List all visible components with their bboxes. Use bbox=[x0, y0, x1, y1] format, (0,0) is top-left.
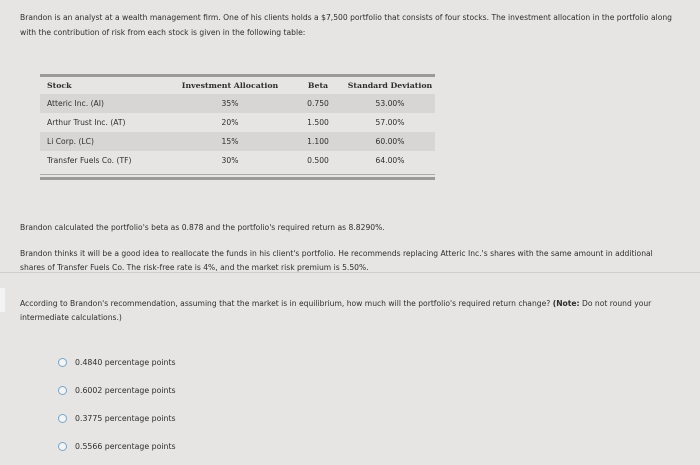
cell-std-dev: 57.00% bbox=[345, 113, 435, 132]
option-label: 0.5566 percentage points bbox=[75, 441, 176, 451]
answer-option[interactable] bbox=[58, 376, 176, 404]
cell-beta: 1.500 bbox=[291, 113, 345, 132]
table-header-row bbox=[40, 77, 435, 94]
table-row bbox=[40, 151, 435, 170]
cell-allocation: 15% bbox=[169, 132, 291, 151]
cell-stock: Arthur Trust Inc. (AT) bbox=[40, 113, 169, 132]
cell-std-dev: 53.00% bbox=[345, 94, 435, 113]
table-bottom-rule-thick bbox=[40, 177, 435, 180]
header-stock: Stock bbox=[47, 81, 72, 90]
cell-beta: 0.750 bbox=[291, 94, 345, 113]
section-divider bbox=[0, 272, 700, 273]
option-label: 0.6002 percentage points bbox=[75, 385, 176, 395]
cell-stock: Atteric Inc. (AI) bbox=[40, 94, 169, 113]
note-text: Do not round your intermediate calculations.) bbox=[20, 299, 652, 322]
allocation-table bbox=[40, 74, 435, 180]
header-allocation: Investment Allocation bbox=[181, 81, 279, 90]
question-edge-marker bbox=[0, 288, 5, 312]
cell-allocation: 20% bbox=[169, 113, 291, 132]
table-bottom-rule bbox=[40, 174, 435, 175]
cell-std-dev: 64.00% bbox=[345, 151, 435, 170]
radio-button[interactable] bbox=[58, 442, 67, 451]
question-body: According to Brandon's recommendation, assuming that the market is in equilibrium, how much will the portfolio's required return change? bbox=[20, 299, 551, 308]
option-label: 0.4840 percentage points bbox=[75, 357, 176, 367]
table-row bbox=[40, 94, 435, 113]
cell-allocation: 30% bbox=[169, 151, 291, 170]
paragraph-beta-return: Brandon calculated the portfolio's beta as 0.878 and the portfolio's required return as 8.8290%. bbox=[20, 223, 385, 232]
cell-beta: 1.100 bbox=[291, 132, 345, 151]
cell-allocation: 35% bbox=[169, 94, 291, 113]
cell-beta: 0.500 bbox=[291, 151, 345, 170]
cell-stock: Transfer Fuels Co. (TF) bbox=[40, 151, 169, 170]
answer-options bbox=[58, 348, 176, 460]
table-row bbox=[40, 113, 435, 132]
answer-option[interactable] bbox=[58, 432, 176, 460]
question-text bbox=[20, 297, 680, 325]
option-label: 0.3775 percentage points bbox=[75, 413, 176, 423]
answer-option[interactable] bbox=[58, 404, 176, 432]
cell-stock: Li Corp. (LC) bbox=[40, 132, 169, 151]
answer-option[interactable] bbox=[58, 348, 176, 376]
radio-button[interactable] bbox=[58, 414, 67, 423]
header-beta: Beta bbox=[307, 81, 329, 90]
paragraph-reallocation: Brandon thinks it will be a good idea to reallocate the funds in his client's portfolio. He recommends replacing Atteric Inc.'s shares with the same amount in additional shares of Transfer Fuels Co. The risk-free rate is 4%, and the market risk premium is 5.50%. bbox=[20, 249, 653, 272]
cell-std-dev: 60.00% bbox=[345, 132, 435, 151]
header-std-dev: Standard Deviation bbox=[347, 81, 433, 90]
intro-text: Brandon is an analyst at a wealth management firm. One of his clients holds a $7,500 portfolio that consists of four stocks. The investment allocation in the portfolio along with the contribution of risk from each stock is given in the following table: bbox=[20, 13, 673, 37]
radio-button[interactable] bbox=[58, 386, 67, 395]
radio-button[interactable] bbox=[58, 358, 67, 367]
note-label: (Note: bbox=[552, 299, 580, 308]
table-row bbox=[40, 132, 435, 151]
